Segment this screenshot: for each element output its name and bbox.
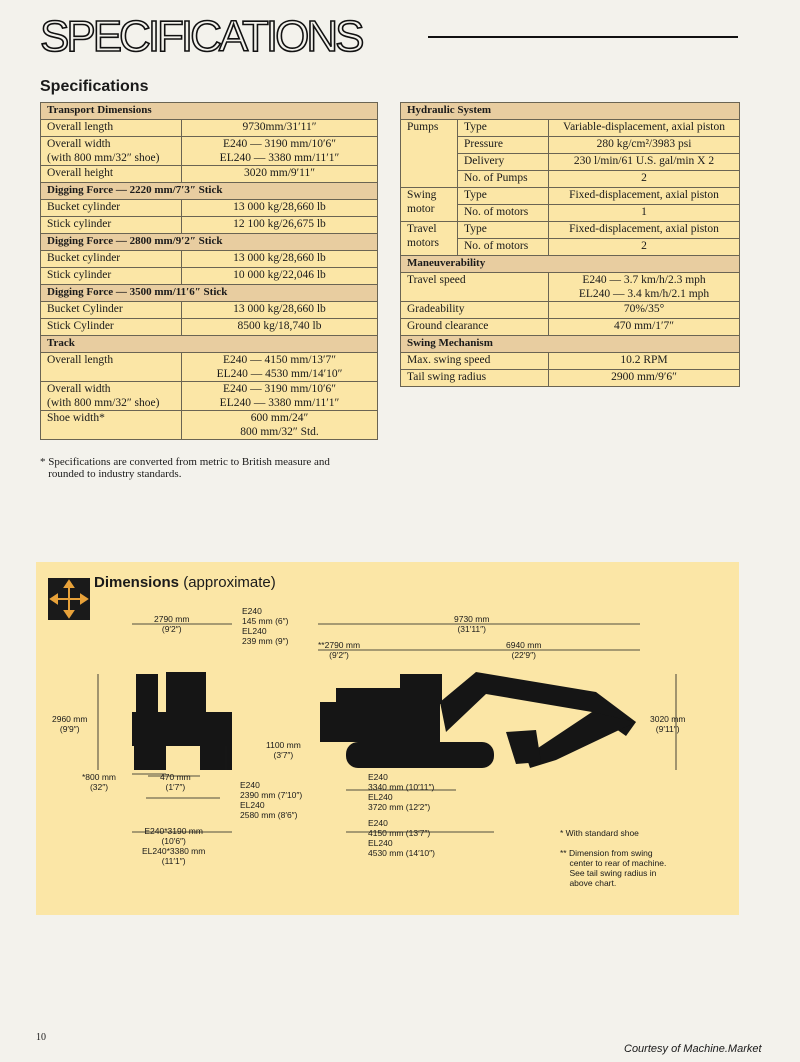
spec-row (401, 273, 740, 302)
section-title: Specifications (40, 78, 149, 95)
track-length-label: E240 4150 mm (13′7″) EL240 4530 mm (14′10″) (368, 818, 435, 858)
spec-label: Type (458, 188, 549, 205)
spec-label: No. of motors (458, 205, 549, 222)
spec-label: Overall length (41, 120, 182, 137)
spec-group-label: Pumps (401, 120, 458, 188)
spec-label: Stick Cylinder (41, 319, 182, 336)
page-number: 10 (36, 1032, 46, 1043)
bottom-width-label: E240*3190 mm (10′6″) EL240*3380 mm (11′1″) (142, 826, 206, 866)
spec-value: 1 (549, 205, 740, 222)
shoe-label: *800 mm (32″) (82, 772, 117, 792)
spec-label: Delivery (458, 154, 549, 171)
spec-value: 12 100 kg/26,675 lb (182, 217, 378, 234)
spec-section-label: Swing Mechanism (401, 336, 740, 353)
spec-value: 2900 mm/9′6″ (549, 370, 740, 387)
spec-row (401, 120, 740, 137)
spec-value: E240 — 4150 mm/13′7″ EL240 — 4530 mm/14′10″ (182, 353, 378, 382)
shoe-gap-label: E240 145 mm (6″) EL240 239 mm (9″) (242, 606, 289, 646)
banner-rule (428, 36, 738, 38)
front-view-silhouette (132, 672, 232, 770)
standard-shoe-note: * With standard shoe (560, 828, 639, 838)
spec-row (401, 319, 740, 336)
spec-value: 2 (549, 171, 740, 188)
spec-row (401, 302, 740, 319)
transport-specs-table (40, 102, 378, 440)
side-view-silhouette (320, 672, 636, 768)
spec-value: 3020 mm/9′11″ (182, 166, 378, 183)
page-banner: SPECIFICATIONS (40, 12, 362, 61)
spec-value: 470 mm/1′7″ (549, 319, 740, 336)
spec-label: Gradeability (401, 302, 549, 319)
spec-label: Travel speed (401, 273, 549, 302)
spec-section-label: Transport Dimensions (41, 103, 378, 120)
spec-section-header (41, 234, 378, 251)
spec-section-header (401, 103, 740, 120)
spec-label: Stick cylinder (41, 217, 182, 234)
spec-group-label: Travel motors (401, 222, 458, 256)
spec-row (41, 353, 378, 382)
overall-length-label: 9730 mm (31′11″) (454, 614, 490, 634)
spec-section-header (401, 256, 740, 273)
spec-label: Overall width (with 800 mm/32″ shoe) (41, 137, 182, 166)
dimensions-panel (36, 562, 739, 915)
spec-row (41, 319, 378, 336)
spec-value: 8500 kg/18,740 lb (182, 319, 378, 336)
spec-label: Ground clearance (401, 319, 549, 336)
spec-row (41, 382, 378, 411)
hydraulic-specs-table (400, 102, 740, 387)
spec-value: 10.2 RPM (549, 353, 740, 370)
spec-row (41, 411, 378, 440)
spec-label: Overall length (41, 353, 182, 382)
courtesy-credit: Courtesy of Machine.Market (624, 1043, 762, 1055)
spec-section-label: Digging Force — 2800 mm/9′2″ Stick (41, 234, 378, 251)
spec-label: No. of motors (458, 239, 549, 256)
spec-value: 10 000 kg/22,046 lb (182, 268, 378, 285)
swing-center-note: ** Dimension from swing center to rear of machine. See tail swing radius in above chart. (560, 848, 667, 888)
height-left-label: 2960 mm (9′9″) (52, 714, 88, 734)
spec-section-label: Track (41, 336, 378, 353)
spec-value: 280 kg/cm²/3983 psi (549, 137, 740, 154)
spec-value: 2 (549, 239, 740, 256)
spec-value: E240 — 3190 mm/10′6″ EL240 — 3380 mm/11′1″ (182, 137, 378, 166)
spec-section-header (41, 336, 378, 353)
spec-value: E240 — 3.7 km/h/2.3 mph EL240 — 3.4 km/h/2.1 mph (549, 273, 740, 302)
dimensions-heading: Dimensions (94, 574, 180, 591)
spec-label: Shoe width* (41, 411, 182, 440)
ground-label: 470 mm (1′7″) (160, 772, 191, 792)
spec-section-label: Maneuverability (401, 256, 740, 273)
spec-value: 13 000 kg/28,660 lb (182, 200, 378, 217)
spec-label: Type (458, 222, 549, 239)
spec-value: E240 — 3190 mm/10′6″ EL240 — 3380 mm/11′1″ (182, 382, 378, 411)
spec-value: 9730mm/31′11″ (182, 120, 378, 137)
spec-value: Variable-displacement, axial piston (549, 120, 740, 137)
spec-section-header (401, 336, 740, 353)
spec-row (401, 353, 740, 370)
spec-row (401, 370, 740, 387)
spec-value: 230 l/min/61 U.S. gal/min X 2 (549, 154, 740, 171)
front-width-label: 2790 mm (9′2″) (154, 614, 190, 634)
clearance-label: 1100 mm (3′7″) (266, 740, 301, 760)
spec-value: 70%/35° (549, 302, 740, 319)
spec-label: Bucket Cylinder (41, 302, 182, 319)
spec-group-label: Swing motor (401, 188, 458, 222)
spec-label: Max. swing speed (401, 353, 549, 370)
spec-row (41, 217, 378, 234)
spec-label: Pressure (458, 137, 549, 154)
spec-label: Bucket cylinder (41, 200, 182, 217)
spec-row (41, 166, 378, 183)
spec-label: No. of Pumps (458, 171, 549, 188)
spec-label: Type (458, 120, 549, 137)
spec-label: Overall width (with 800 mm/32″ shoe) (41, 382, 182, 411)
spec-section-label: Digging Force — 3500 mm/11′6″ Stick (41, 285, 378, 302)
spec-section-header (41, 103, 378, 120)
spec-section-header (41, 285, 378, 302)
spec-label: Bucket cylinder (41, 251, 182, 268)
spec-row (41, 137, 378, 166)
spec-value: Fixed-displacement, axial piston (549, 222, 740, 239)
spec-row (41, 200, 378, 217)
spec-label: Stick cylinder (41, 268, 182, 285)
footnote: * Specifications are converted from metric to British measure and rounded to industry standards. (40, 456, 330, 480)
spec-value: 600 mm/24″ 800 mm/32″ Std. (182, 411, 378, 440)
spec-row (401, 188, 740, 205)
spec-value: 13 000 kg/28,660 lb (182, 302, 378, 319)
spec-label: Overall height (41, 166, 182, 183)
boom-length-label: 6940 mm (22′9″) (506, 640, 542, 660)
spec-section-label: Hydraulic System (401, 103, 740, 120)
tumbler-label: E240 3340 mm (10′11″) EL240 3720 mm (12′2″) (368, 772, 435, 812)
spec-value: Fixed-displacement, axial piston (549, 188, 740, 205)
dimensions-subtitle: (approximate) (183, 574, 276, 591)
spec-section-header (41, 183, 378, 200)
tail-length-label: **2790 mm (9′2″) (318, 640, 361, 660)
spec-label: Tail swing radius (401, 370, 549, 387)
spec-row (41, 120, 378, 137)
height-right-label: 3020 mm (9′11″) (650, 714, 686, 734)
spec-row (41, 268, 378, 285)
spec-row (41, 302, 378, 319)
spec-row (41, 251, 378, 268)
spec-section-label: Digging Force — 2220 mm/7′3″ Stick (41, 183, 378, 200)
spec-row (401, 222, 740, 239)
spec-value: 13 000 kg/28,660 lb (182, 251, 378, 268)
track-gauge-label: E240 2390 mm (7′10″) EL240 2580 mm (8′6″) (240, 780, 303, 820)
